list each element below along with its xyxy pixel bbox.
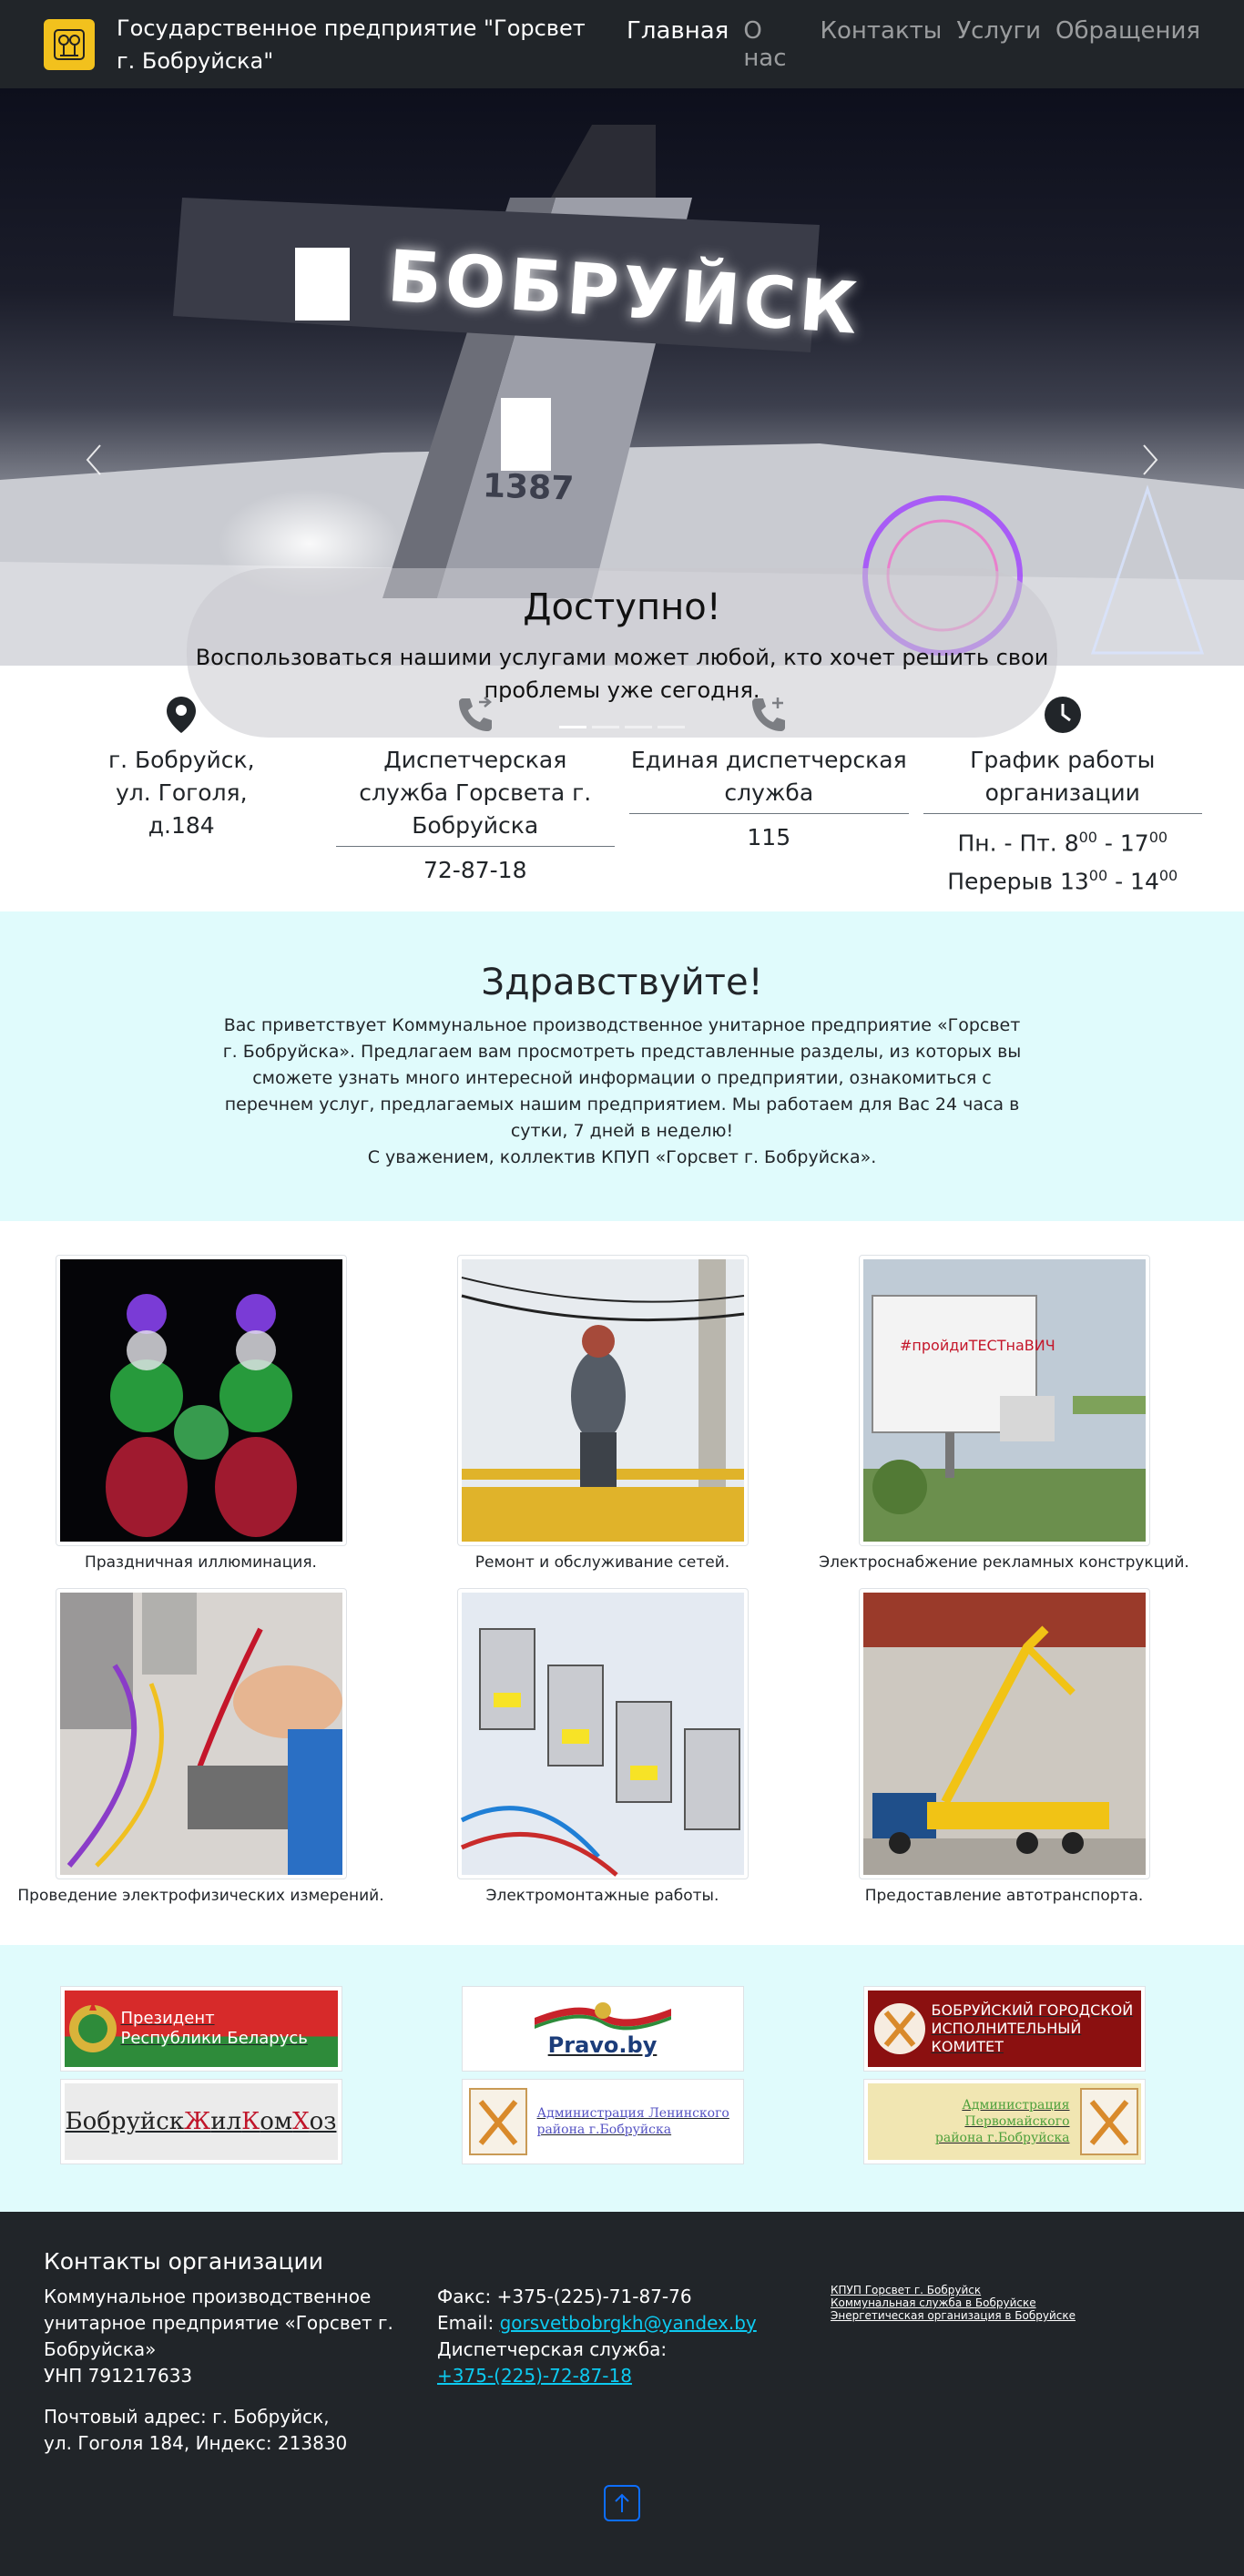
address-line: д.184 xyxy=(148,812,215,839)
break-to: - 14 xyxy=(1107,868,1159,895)
service-card[interactable] xyxy=(402,1588,803,1905)
service-image-network-repair xyxy=(462,1259,744,1542)
schedule-days: Пн. - Пт. 8 xyxy=(957,830,1079,857)
president-banner-link[interactable] xyxy=(60,1986,342,2072)
break-from-min: 00 xyxy=(1088,867,1108,885)
welcome-text: Вас приветствует Коммунальное производственное унитарное предприятие «Горсвет г. Бобруйска». Предлагаем вам просмотреть представленные разделы, из которых вы сможете узнать много интересной информации о предприятии, ознакомиться с перечнем услуг, предлагаемых нашим предприятием. Мы работаем для Вас 24 часа в сутки, 7 дней в неделю! xyxy=(222,1015,1022,1141)
chevron-right-icon xyxy=(1140,443,1160,476)
service-card[interactable] xyxy=(0,1588,402,1905)
main-nav xyxy=(627,17,1200,72)
bobruisk-coat-of-arms-icon xyxy=(1077,2085,1141,2158)
zhkh-text-part: К xyxy=(241,2108,260,2135)
perv-line2: района г.Бобруйска xyxy=(934,2131,1070,2145)
gik-line1: БОБРУЙСКИЙ ГОРОДСКОЙ xyxy=(931,2001,1134,2019)
service-card[interactable] xyxy=(0,1255,402,1572)
org-line: Коммунальное производственное xyxy=(44,2286,372,2307)
lenin-admin-banner-link[interactable] xyxy=(462,2079,744,2164)
bobruisk-coat-of-arms-icon xyxy=(466,2085,530,2158)
service-card[interactable] xyxy=(803,1255,1205,1572)
president-line2: Республики Беларусь xyxy=(120,2029,308,2048)
schedule-to: - 17 xyxy=(1096,830,1149,857)
seo-link[interactable]: Коммунальная служба в Бобруйске xyxy=(831,2296,1036,2309)
carousel-prev-button[interactable] xyxy=(80,443,107,480)
email-label: Email: xyxy=(437,2312,500,2334)
fax: Факс: +375-(225)-71-87-76 xyxy=(437,2286,692,2307)
welcome-section xyxy=(0,911,1244,1221)
pervomai-admin-banner-link[interactable] xyxy=(863,2079,1146,2164)
lenin-line2: района г.Бобруйска xyxy=(536,2123,672,2137)
carousel-indicator[interactable] xyxy=(658,726,685,728)
zhkh-text-part: Ж xyxy=(184,2108,211,2135)
gik-line2: ИСПОЛНИТЕЛЬНЫЙ КОМИТЕТ xyxy=(931,2020,1082,2055)
carousel-indicators xyxy=(559,726,685,728)
dispatch-label: Диспетчерская служба: xyxy=(437,2338,668,2360)
brand[interactable] xyxy=(44,12,627,77)
bobruisk-coat-of-arms-icon xyxy=(868,1992,932,2065)
seo-link[interactable]: Энергетическая организация в Бобруйске xyxy=(831,2309,1076,2322)
service-caption: Ремонт и обслуживание сетей. xyxy=(474,1553,730,1572)
nav-contacts[interactable]: Контакты xyxy=(820,16,943,45)
postal-line: Почтовый адрес: г. Бобруйск, xyxy=(44,2406,330,2428)
zhkh-text-part: ил xyxy=(210,2108,242,2135)
arrow-up-icon xyxy=(613,2492,631,2514)
schedule-to-min: 00 xyxy=(1148,829,1168,846)
dispatch-title: Диспетчерская служба Горсвета г. Бобруйска xyxy=(336,744,616,847)
service-caption: Праздничная иллюминация. xyxy=(85,1553,317,1572)
lenin-admin-banner xyxy=(466,2083,739,2160)
footer xyxy=(0,2212,1244,2576)
navbar xyxy=(0,0,1244,88)
gik-banner xyxy=(868,1991,1141,2067)
zhkh-text-part: ом xyxy=(260,2108,293,2135)
service-image-illumination xyxy=(60,1259,342,1542)
org-line: унитарное предприятие «Горсвет г. xyxy=(44,2312,393,2334)
nav-about[interactable]: О нас xyxy=(743,16,787,72)
service-image-advertising-power xyxy=(863,1259,1146,1542)
email-row xyxy=(437,2310,831,2337)
dispatch-phone-link[interactable]: +375-(225)-72-87-18 xyxy=(437,2365,632,2387)
welcome-title: Здравствуйте! xyxy=(481,962,763,1003)
chevron-left-icon xyxy=(84,443,104,476)
pervomai-admin-banner xyxy=(868,2083,1141,2160)
president-line1: Президент xyxy=(120,2009,215,2028)
lenin-line1: Администрация Ленинского xyxy=(536,2106,729,2121)
zhkh-text-part: Х xyxy=(292,2108,310,2135)
service-image-vehicles xyxy=(863,1593,1146,1875)
carousel-caption-text: Воспользоваться нашими услугами может любой, кто хочет решить свои проблемы уже сегодня. xyxy=(195,645,1049,703)
service-caption: Проведение электрофизических измерений. xyxy=(17,1887,384,1905)
service-card[interactable] xyxy=(803,1588,1205,1905)
nav-home[interactable]: Главная xyxy=(627,16,729,45)
nav-services[interactable]: Услуги xyxy=(956,16,1042,45)
nav-appeals[interactable]: Обращения xyxy=(1055,16,1200,45)
postal-line: ул. Гоголя 184, Индекс: 213830 xyxy=(44,2432,348,2454)
hero-sign-text: БОБРУЙСК xyxy=(384,235,864,351)
svg-text:#пройдиТЕСТнаВИЧ: #пройдиТЕСТнаВИЧ xyxy=(899,1337,1055,1354)
gik-banner-link[interactable] xyxy=(863,1986,1146,2072)
schedule-hours xyxy=(923,821,1203,860)
footer-title: Контакты организации xyxy=(44,2248,323,2275)
address-line: ул. Гоголя, xyxy=(115,779,248,806)
service-image-measurements xyxy=(60,1593,342,1875)
schedule-from-min: 00 xyxy=(1078,829,1097,846)
brand-title-line2: г. Бобруйска" xyxy=(117,47,274,74)
service-image-electrical-install xyxy=(462,1593,744,1875)
schedule-break xyxy=(923,860,1203,898)
org-unp: УНП 791217633 xyxy=(44,2365,193,2387)
partner-links xyxy=(0,1945,1244,2212)
pravo-text: Pravo.by xyxy=(547,2032,658,2058)
service-caption: Предоставление автотранспорта. xyxy=(864,1887,1144,1905)
carousel-indicator[interactable] xyxy=(592,726,619,728)
hero-sign-year: 1387 xyxy=(482,467,575,508)
services-grid xyxy=(0,1221,1244,1945)
org-line: Бобруйска» xyxy=(44,2338,157,2360)
brand-title[interactable] xyxy=(117,12,627,77)
dispatch-phone: 72-87-18 xyxy=(423,857,527,883)
carousel-caption xyxy=(187,568,1057,738)
seo-link[interactable]: КПУП Горсвет г. Бобруйск xyxy=(831,2284,982,2296)
belarus-emblem-icon xyxy=(65,1992,121,2065)
zhkh-banner xyxy=(65,2083,338,2160)
back-to-top-button[interactable] xyxy=(604,2485,640,2521)
zhkh-text-part: оз xyxy=(309,2108,337,2135)
footer-org-info xyxy=(44,2284,437,2457)
service-card[interactable] xyxy=(402,1255,803,1572)
welcome-signature: С уважением, коллектив КПУП «Горсвет г. Бобруйска». xyxy=(367,1147,877,1167)
zhkh-text-part: Бобруйск xyxy=(65,2108,185,2135)
pravo-flag-icon xyxy=(535,2000,671,2027)
pravo-banner xyxy=(466,1991,739,2067)
break-from: Перерыв 13 xyxy=(947,868,1089,895)
carousel-indicator[interactable] xyxy=(559,726,586,728)
service-caption: Электромонтажные работы. xyxy=(485,1887,719,1905)
president-banner xyxy=(65,1991,338,2067)
lightbulb-lamp-icon[interactable] xyxy=(44,19,95,70)
footer-seo-links xyxy=(831,2284,1195,2457)
hero-carousel xyxy=(0,88,1244,703)
perv-line1: Администрация Первомайского xyxy=(962,2098,1070,2129)
break-to-min: 00 xyxy=(1158,867,1178,885)
email-link[interactable]: gorsvetbobrgkh@yandex.by xyxy=(499,2312,757,2334)
zhkh-banner-link[interactable] xyxy=(60,2079,342,2164)
unified-dispatch-phone: 115 xyxy=(747,824,791,850)
pravo-banner-link[interactable] xyxy=(462,1986,744,2072)
schedule-title: График работы организации xyxy=(923,744,1203,814)
carousel-caption-title: Доступно! xyxy=(523,586,721,628)
carousel-indicator[interactable] xyxy=(625,726,652,728)
footer-contacts xyxy=(437,2284,831,2457)
carousel-next-button[interactable] xyxy=(1137,443,1164,480)
service-caption: Электроснабжение рекламных конструкций. xyxy=(819,1553,1189,1572)
brand-title-line1: Государственное предприятие "Горсвет xyxy=(117,15,586,41)
address-line: г. Бобруйск, xyxy=(107,747,255,773)
unified-dispatch-title: Единая диспетчерская служба xyxy=(629,744,909,814)
